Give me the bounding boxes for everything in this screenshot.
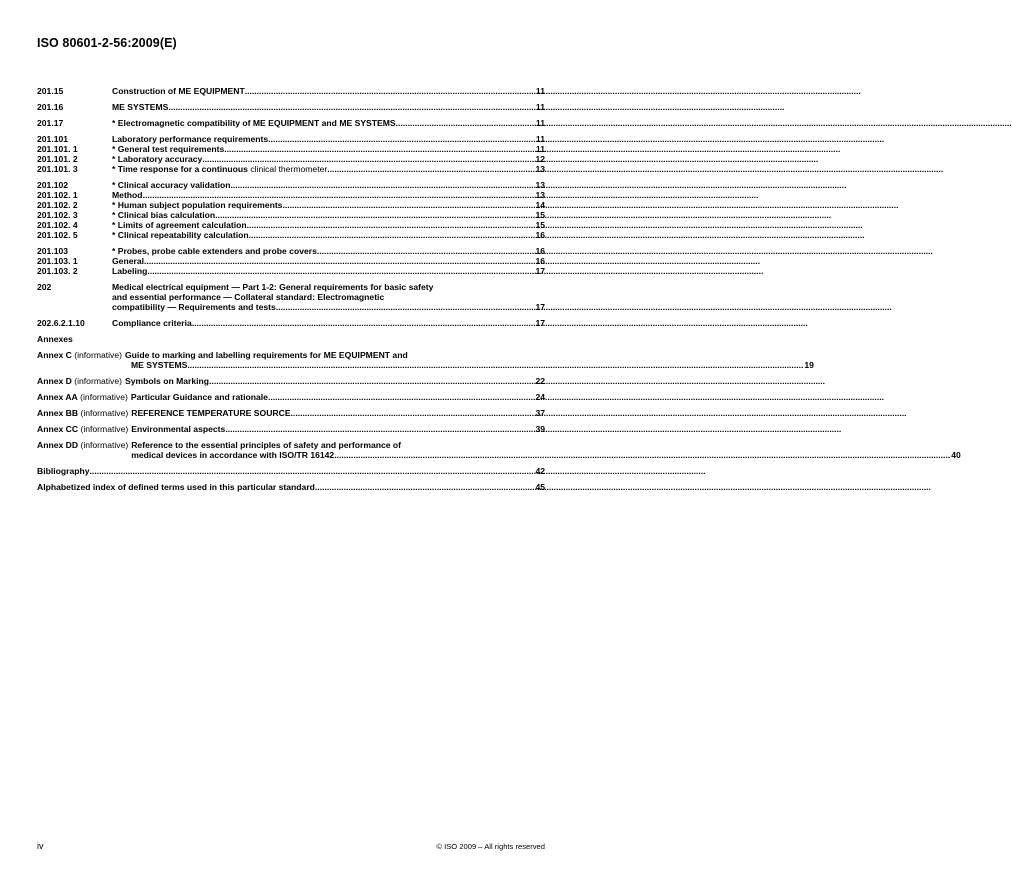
toc-number: 201.102. 5 <box>37 230 78 240</box>
annex-title: REFERENCE TEMPERATURE SOURCE <box>131 408 291 418</box>
toc-page: 39 <box>535 424 545 434</box>
annexes-heading: Annexes <box>37 334 73 344</box>
toc-entry[interactable] <box>37 190 545 200</box>
toc-entry[interactable] <box>37 144 545 154</box>
toc-page: 17 <box>535 266 545 276</box>
annex-title: Symbols on Marking <box>125 376 210 386</box>
toc-number: 201.102. 2 <box>37 200 78 210</box>
toc-title: * Electromagnetic compatibility of ME EQUIPMENT and ME SYSTEMS <box>112 118 396 128</box>
toc-entry[interactable] <box>37 200 545 210</box>
toc-page: 42 <box>535 466 545 476</box>
toc-number: 201.16 <box>37 102 64 112</box>
toc-title: Bibliography <box>37 466 90 476</box>
annex-label: Annex DD (informative) <box>37 440 129 450</box>
toc-entry[interactable] <box>37 230 545 240</box>
toc-number: 201.102. 1 <box>37 190 78 200</box>
toc-page: 16 <box>535 246 545 256</box>
annex-title: Environmental aspects <box>131 424 226 434</box>
annex-title: Particular Guidance and rationale <box>130 392 268 402</box>
toc-page: 11 <box>535 144 545 154</box>
annex-entry[interactable] <box>37 424 545 434</box>
copyright-notice: © ISO 2009 – All rights reserved <box>436 842 545 851</box>
toc-title: * Laboratory accuracy <box>112 154 203 164</box>
toc-page: 22 <box>535 376 545 386</box>
annex-entry[interactable] <box>37 376 545 386</box>
toc-title: General <box>112 256 145 266</box>
toc-title: * Clinical repeatability calculation <box>112 230 249 240</box>
toc-number: 202 <box>37 282 52 292</box>
toc-page: 11 <box>535 134 545 144</box>
toc-page: 37 <box>535 408 545 418</box>
toc-page: 24 <box>535 392 545 402</box>
toc-entry[interactable] <box>37 266 545 276</box>
toc-page: 16 <box>535 256 545 266</box>
toc-title: * General test requirements <box>112 144 225 154</box>
toc-entry[interactable] <box>37 256 545 266</box>
toc-page: 13 <box>535 190 545 200</box>
toc-page: 12 <box>535 154 545 164</box>
toc-page: 19 <box>804 360 814 370</box>
toc-entry[interactable] <box>37 282 545 312</box>
toc-page: 11 <box>535 118 545 128</box>
toc-title: * Clinical bias calculation <box>112 210 216 220</box>
toc-title: * Probes, probe cable extenders and probe covers <box>112 246 317 256</box>
toc-page: 17 <box>535 302 545 312</box>
toc-title-line: Medical electrical equipment — Part 1-2: General requirements for basic safety <box>112 282 434 292</box>
toc-number: 201.102 <box>37 180 69 190</box>
toc-number: 201.102. 3 <box>37 210 78 220</box>
toc-number: 201.102. 4 <box>37 220 78 230</box>
page-number: iv <box>37 841 44 851</box>
toc-title: Construction of ME EQUIPMENT <box>112 86 245 96</box>
toc-page: 16 <box>535 230 545 240</box>
annex-entry[interactable] <box>37 440 961 460</box>
toc-number: 201.101. 2 <box>37 154 78 164</box>
toc-entry[interactable] <box>37 246 545 256</box>
toc-title: ME SYSTEMS <box>112 102 169 112</box>
toc-entry-bibliography[interactable] <box>37 466 545 476</box>
annex-title-line: Guide to marking and labelling requirements for ME EQUIPMENT and <box>125 350 408 360</box>
toc-title: Method <box>112 190 143 200</box>
annex-label: Annex D (informative) <box>37 376 122 386</box>
annex-title-line: ME SYSTEMS <box>131 360 188 370</box>
annex-label: Annex CC (informative) <box>37 424 129 434</box>
toc-title: * Human subject population requirements <box>112 200 283 210</box>
toc-number: 201.103. 2 <box>37 266 78 276</box>
toc-page: 11 <box>535 102 545 112</box>
toc-entry[interactable] <box>37 180 545 190</box>
document-header: ISO 80601-2-56:2009(E) <box>37 36 177 50</box>
toc-number: 202.6.2.1.10 <box>37 318 85 328</box>
toc-entry[interactable] <box>37 154 545 164</box>
toc-entry[interactable] <box>37 86 545 96</box>
toc-number: 201.103. 1 <box>37 256 78 266</box>
toc-entry[interactable] <box>37 318 545 328</box>
toc-entry[interactable] <box>37 164 545 174</box>
toc-title: Laboratory performance requirements <box>112 134 269 144</box>
toc-title: Compliance criteria <box>112 318 192 328</box>
toc-title: Labeling <box>112 266 148 276</box>
toc-number: 201.101. 3 <box>37 164 78 174</box>
toc-title: Alphabetized index of defined terms used in this particular standard <box>37 482 315 492</box>
annex-title-line: medical devices in accordance with ISO/TR 16142 <box>131 450 335 460</box>
toc-entry-index[interactable] <box>37 482 545 492</box>
toc-number: 201.103 <box>37 246 69 256</box>
toc-page: 40 <box>951 450 961 460</box>
toc-entry[interactable] <box>37 134 545 144</box>
annex-title-line: Reference to the essential principles of safety and performance of <box>131 440 402 450</box>
toc-page: 15 <box>535 220 545 230</box>
toc-title: * Time response for a continuous clinical thermometer <box>112 164 328 174</box>
toc-page: 17 <box>535 318 545 328</box>
toc-title-line: compatibility — Requirements and tests <box>112 302 276 312</box>
toc-entry[interactable] <box>37 118 545 128</box>
toc-page: 15 <box>535 210 545 220</box>
toc-title-line: and essential performance — Collateral standard: Electromagnetic <box>112 292 385 302</box>
table-of-contents <box>37 86 961 492</box>
annex-entry[interactable] <box>37 408 545 418</box>
toc-entry[interactable] <box>37 210 545 220</box>
toc-page: 14 <box>535 200 545 210</box>
annex-entry[interactable] <box>37 392 545 402</box>
annex-label: Annex BB (informative) <box>37 408 129 418</box>
toc-page: 11 <box>535 86 545 96</box>
toc-entry[interactable] <box>37 220 545 230</box>
annex-entry[interactable] <box>37 350 814 370</box>
toc-title: * Limits of agreement calculation <box>112 220 247 230</box>
toc-page: 13 <box>535 180 545 190</box>
toc-title: * Clinical accuracy validation <box>112 180 231 190</box>
toc-page: 13 <box>535 164 545 174</box>
annex-label: Annex C (informative) <box>37 350 122 360</box>
toc-entry[interactable] <box>37 102 545 112</box>
toc-page: 45 <box>535 482 545 492</box>
annex-label: Annex AA (informative) <box>37 392 128 402</box>
toc-number: 201.101. 1 <box>37 144 78 154</box>
toc-number: 201.15 <box>37 86 64 96</box>
toc-number: 201.17 <box>37 118 64 128</box>
toc-number: 201.101 <box>37 134 69 144</box>
